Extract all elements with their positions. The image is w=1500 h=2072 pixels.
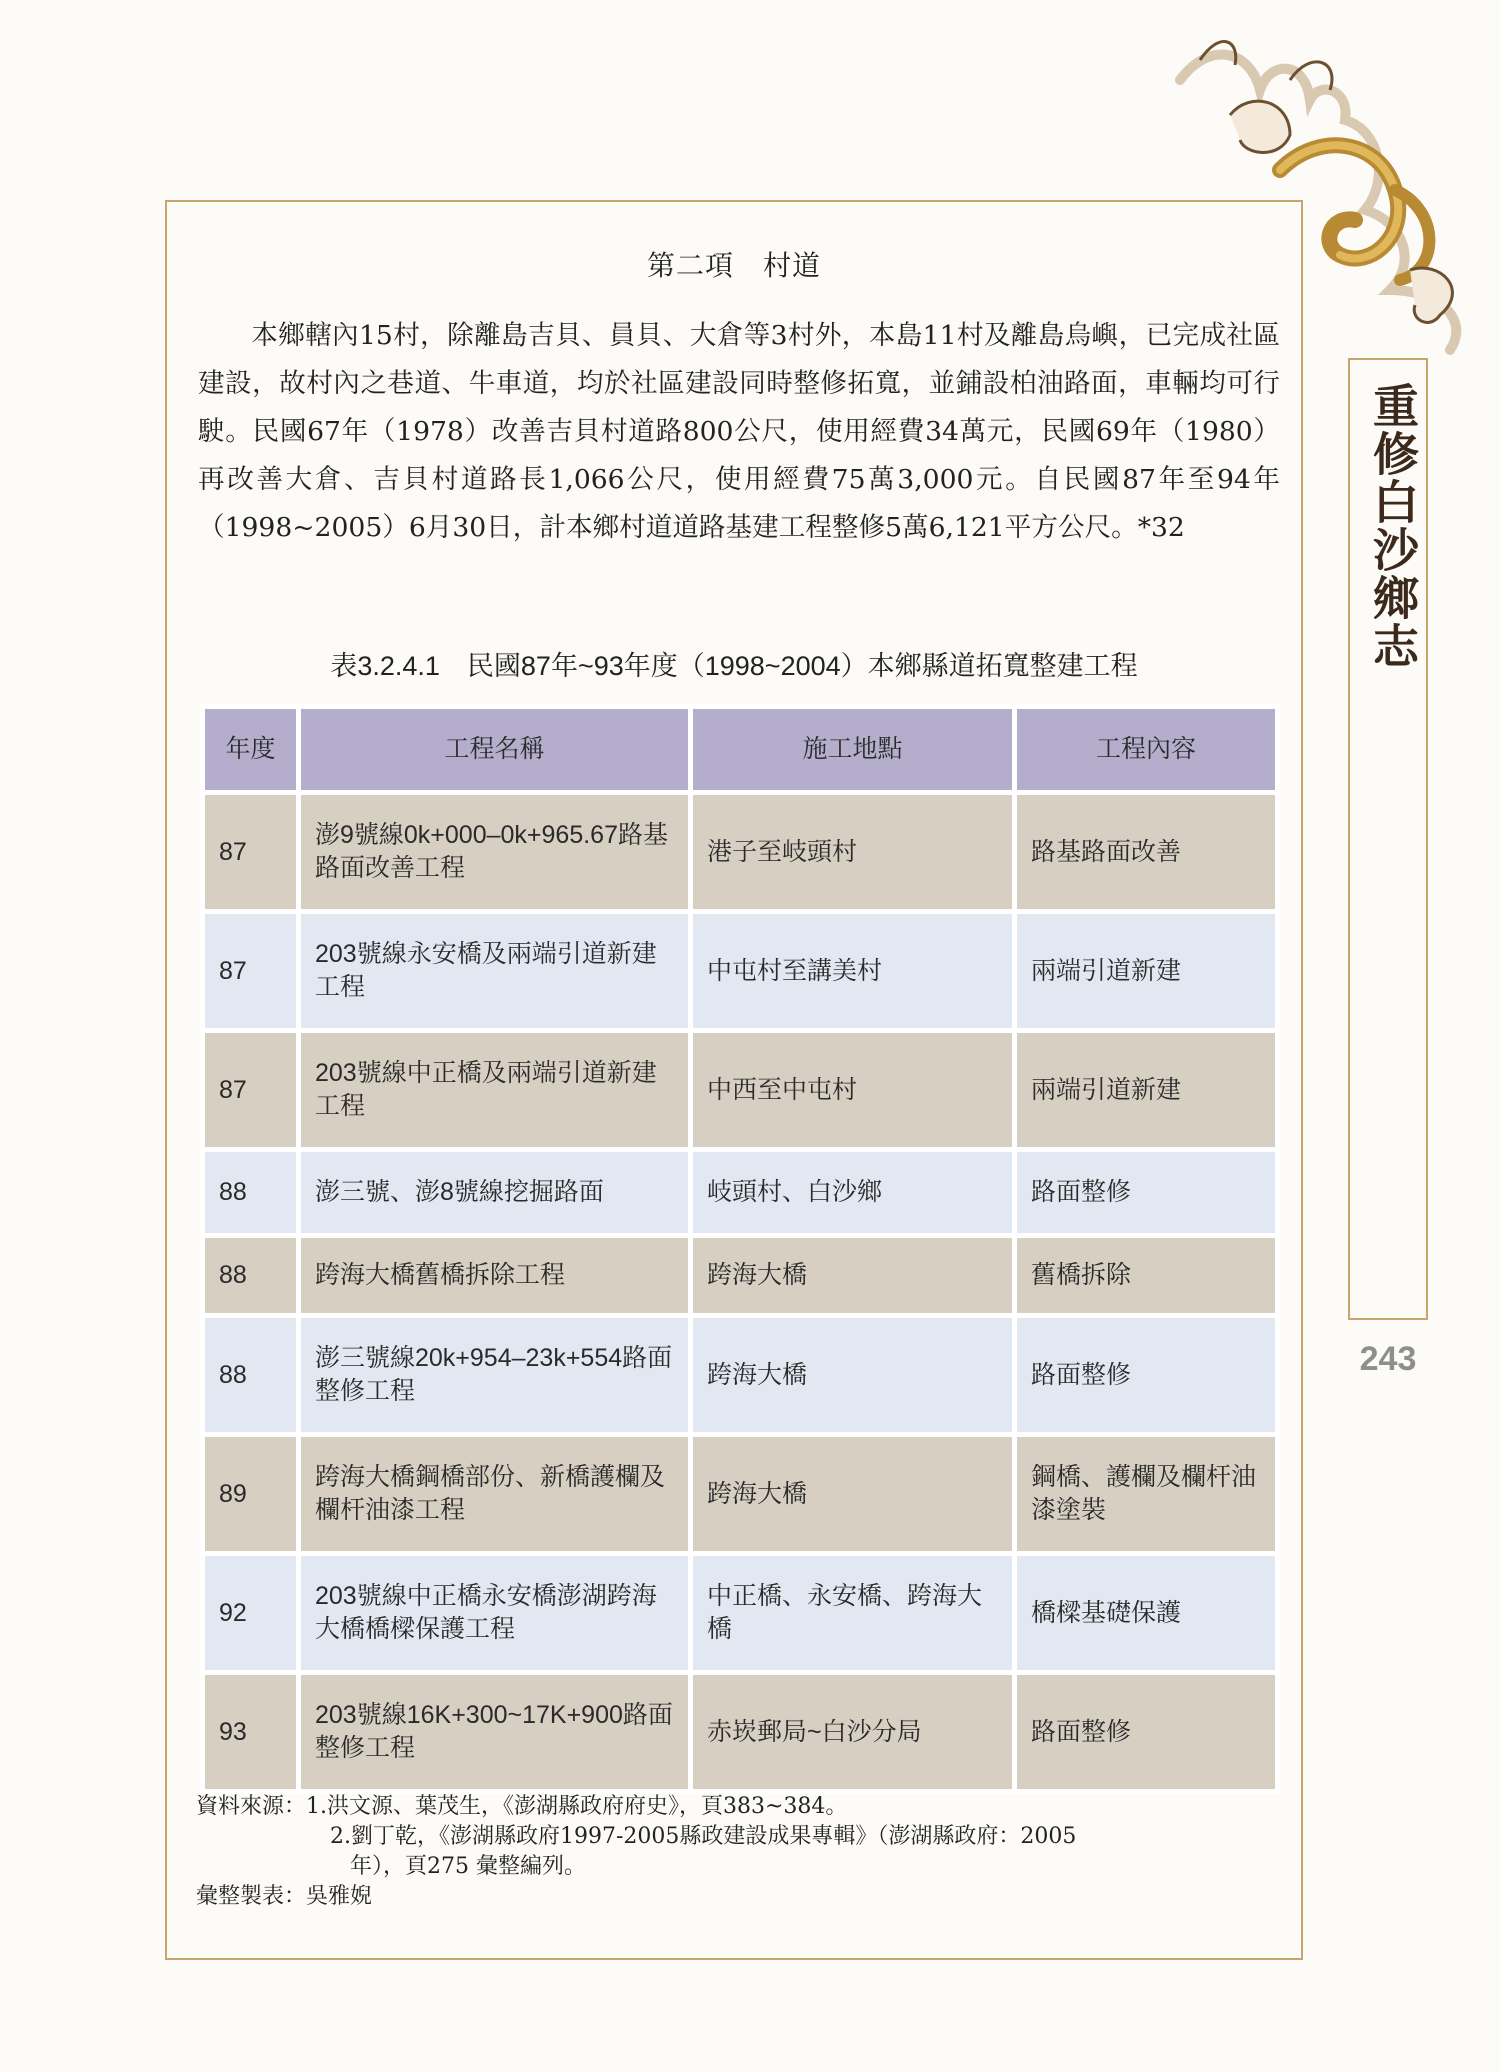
cell-year: 87: [203, 1031, 299, 1150]
cell-content: 舊橋拆除: [1015, 1236, 1278, 1316]
cell-content: 路基路面改善: [1015, 793, 1278, 912]
cell-year: 88: [203, 1150, 299, 1236]
table-row: [203, 912, 1278, 1031]
cell-project-name: 203號線中正橋及兩端引道新建工程: [299, 1031, 691, 1150]
table-row: [203, 1554, 1278, 1673]
section-title: 第二項 村道: [646, 250, 821, 281]
cell-year: 88: [203, 1236, 299, 1316]
cell-content: 兩端引道新建: [1015, 912, 1278, 1031]
side-title: 重修白沙鄉志: [1366, 382, 1420, 670]
cell-content: 路面整修: [1015, 1316, 1278, 1435]
header-location: 施工地點: [691, 707, 1015, 793]
source-note-2: 2.劉丁乾，《澎湖縣政府1997-2005縣政建設成果專輯》（澎湖縣政府：2005: [330, 1824, 1077, 1849]
table-row: [203, 1316, 1278, 1435]
cell-content: 鋼橋、護欄及欄杆油漆塗裝: [1015, 1435, 1278, 1554]
cell-content: 兩端引道新建: [1015, 1031, 1278, 1150]
header-year: 年度: [203, 707, 299, 793]
side-title-box: [1348, 358, 1428, 1320]
cell-project-name: 跨海大橋鋼橋部份、新橋護欄及欄杆油漆工程: [299, 1435, 691, 1554]
header-content: 工程內容: [1015, 707, 1278, 793]
table-row: [203, 1236, 1278, 1316]
compiler-note: 彙整製表：吳雅婗: [196, 1884, 373, 1909]
cell-project-name: 澎9號線0k+000–0k+965.67路基路面改善工程: [299, 793, 691, 912]
cell-content: 路面整修: [1015, 1150, 1278, 1236]
table-caption: 表3.2.4.1 民國87年~93年度（1998~2004）本鄉縣道拓寬整建工程: [330, 651, 1138, 681]
cell-content: 路面整修: [1015, 1673, 1278, 1792]
cell-year: 89: [203, 1435, 299, 1554]
cell-location: 跨海大橋: [691, 1236, 1015, 1316]
table-row: [203, 793, 1278, 912]
cell-project-name: 203號線16K+300~17K+900路面整修工程: [299, 1673, 691, 1792]
table-notes: [196, 1792, 1286, 1912]
cell-location: 跨海大橋: [691, 1435, 1015, 1554]
cell-location: 港子至岐頭村: [691, 793, 1015, 912]
source-note-1: 資料來源：1.洪文源、葉茂生，《澎湖縣政府府史》，頁383~384。: [196, 1794, 848, 1819]
header-project-name: 工程名稱: [299, 707, 691, 793]
cell-year: 87: [203, 793, 299, 912]
cell-year: 92: [203, 1554, 299, 1673]
cell-project-name: 203號線中正橋永安橋澎湖跨海大橋橋樑保護工程: [299, 1554, 691, 1673]
table-row: [203, 1435, 1278, 1554]
table-header-row: [203, 707, 1278, 793]
dragon-ornament-icon: [1140, 20, 1500, 360]
cell-location: 赤崁郵局~白沙分局: [691, 1673, 1015, 1792]
road-works-table: [200, 704, 1280, 1794]
cell-year: 93: [203, 1673, 299, 1792]
cell-location: 中西至中屯村: [691, 1031, 1015, 1150]
cell-content: 橋樑基礎保護: [1015, 1554, 1278, 1673]
table-row: [203, 1150, 1278, 1236]
body-paragraph-text: 本鄉轄內15村，除離島吉貝、員貝、大倉等3村外，本島11村及離島烏嶼，已完成社區建設，故村內之巷道、牛車道，均於社區建設同時整修拓寬，並鋪設柏油路面，車輛均可行駛。民國67年（1978）改善吉貝村道路800公尺，使用經費34萬元，民國69年（1980）再改善大倉、吉貝村道路長1,066公尺，使用經費75萬3,000元。自民國87年至94年（1998~2005）6月30日，計本鄉村道道路基建工程整修5萬6,121平方公尺。*32: [198, 320, 1280, 543]
table-row: [203, 1673, 1278, 1792]
cell-location: 中屯村至講美村: [691, 912, 1015, 1031]
page-number: 243: [1359, 1340, 1417, 1378]
cell-year: 87: [203, 912, 299, 1031]
body-paragraph: [198, 312, 1280, 552]
cell-project-name: 跨海大橋舊橋拆除工程: [299, 1236, 691, 1316]
cell-location: 中正橋、永安橋、跨海大橋: [691, 1554, 1015, 1673]
cell-project-name: 203號線永安橋及兩端引道新建工程: [299, 912, 691, 1031]
source-note-2-cont: 年），頁275 彙整編列。: [350, 1854, 586, 1879]
cell-year: 88: [203, 1316, 299, 1435]
cell-location: 岐頭村、白沙鄉: [691, 1150, 1015, 1236]
table-row: [203, 1031, 1278, 1150]
cell-project-name: 澎三號、澎8號線挖掘路面: [299, 1150, 691, 1236]
cell-location: 跨海大橋: [691, 1316, 1015, 1435]
cell-project-name: 澎三號線20k+954–23k+554路面整修工程: [299, 1316, 691, 1435]
